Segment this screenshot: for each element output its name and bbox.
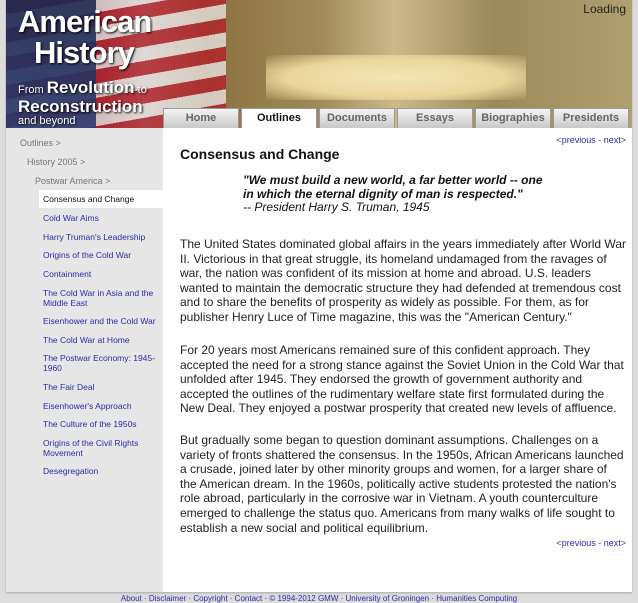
logo-reconstruction: Reconstruction — [18, 97, 143, 116]
paragraph: The United States dominated global affairs in the years immediately after World War II. Victorious in that great struggle, its homeland undamaged from the ravages of war, the nation was confident of its mission at home and abroad. U.S. leaders wanted to maintain the democratic structure they had defended at tremendous cost and to share the benefits of prosperity as widely as possible. For them, as for publisher Henry Luce of Time magazine, this was the "American Century." — [180, 237, 626, 324]
pager-bottom: <previous - next> — [556, 538, 626, 548]
paragraph: For 20 years most Americans remained sure of this confident approach. They accepted the need for a strong stance against the Soviet Union in the Cold War that unfolded after 1945. They endorsed the growth of government authority and accepted the outlines of the rudimentary welfare state first formulated during the New Deal. They enjoyed a postwar prosperity that created new levels of affluence. — [180, 343, 624, 416]
sidebar-item[interactable]: Harry Truman's Leadership — [43, 232, 146, 242]
sidebar-item[interactable]: The Culture of the 1950s — [43, 419, 137, 429]
page-title: Consensus and Change — [180, 146, 340, 162]
sidebar-item[interactable]: The Cold War at Home — [43, 335, 130, 345]
main-content — [163, 128, 632, 592]
site-logo[interactable] — [18, 6, 151, 127]
sidebar-item[interactable]: The Cold War in Asia and the Middle East — [43, 288, 154, 308]
tab-documents[interactable]: Documents — [319, 108, 395, 128]
breadcrumb-outlines[interactable]: Outlines > — [20, 138, 61, 148]
logo-line-1: American — [18, 4, 152, 39]
tab-home[interactable]: Home — [163, 108, 239, 128]
breadcrumb-postwar-america[interactable]: Postwar America > — [35, 176, 111, 186]
logo-line-2: History — [34, 35, 134, 70]
tab-presidents[interactable]: Presidents — [553, 108, 629, 128]
tab-essays[interactable]: Essays — [397, 108, 473, 128]
sidebar-item[interactable]: Origins of the Cold War — [43, 250, 132, 260]
sidebar-item[interactable]: Cold War Aims — [43, 213, 99, 223]
loading-status: Loading — [583, 2, 626, 16]
tab-biographies[interactable]: Biographies — [475, 108, 551, 128]
sidebar-item[interactable]: The Fair Deal — [43, 382, 95, 392]
sidebar-item[interactable]: Containment — [43, 269, 92, 279]
breadcrumb-history-2005[interactable]: History 2005 > — [27, 157, 86, 167]
header-banner — [6, 0, 632, 128]
logo-beyond: and beyond — [18, 115, 76, 127]
sidebar-item-current[interactable]: Consensus and Change — [39, 190, 163, 208]
pager-top: <previous - next> — [556, 135, 626, 145]
footer-links[interactable]: About · Disclaimer · Copyright · Contact · © 1994-2012 GMW · University of Groningen · Humanities Computing — [120, 594, 518, 603]
next-link[interactable]: next — [603, 135, 621, 145]
banner-painting — [266, 55, 526, 100]
sidebar-item[interactable]: Eisenhower and the Cold War — [43, 316, 156, 326]
sidebar-item[interactable]: The Postwar Economy: 1945-1960 — [43, 353, 155, 373]
tab-outlines[interactable]: Outlines — [241, 108, 317, 128]
quote-attribution: -- President Harry S. Truman, 1945 — [243, 200, 430, 214]
quote-block — [243, 174, 543, 215]
logo-subtitle: From Revolution to — [18, 78, 147, 97]
next-link[interactable]: next — [603, 538, 621, 548]
main-tabs — [163, 108, 629, 128]
previous-link[interactable]: previous — [561, 135, 596, 145]
quote-text: "We must build a new world, a far better world -- one in which the eternal dignity of man is respected." — [243, 173, 543, 201]
paragraph: But gradually some began to question dominant assumptions. Challenges on a variety of fronts shattered the consensus. In the 1950s, African Americans launched a crusade, joined later by other minority groups and women, for a larger share of the American dream. In the 1960s, politically active students protested the nation's role abroad, particularly in the corrosive war in Vietnam. A youth counterculture emerged to challenge the status quo. Americans from many walks of life sought to establish a new social and political equilibrium. — [180, 433, 624, 535]
sidebar-item[interactable]: Origins of the Civil Rights Movement — [43, 438, 139, 458]
page-container — [6, 0, 632, 592]
sidebar-item[interactable]: Desegregation — [43, 466, 99, 476]
previous-link[interactable]: previous — [561, 538, 596, 548]
sidebar — [6, 128, 163, 592]
sidebar-item[interactable]: Eisenhower's Approach — [43, 401, 132, 411]
